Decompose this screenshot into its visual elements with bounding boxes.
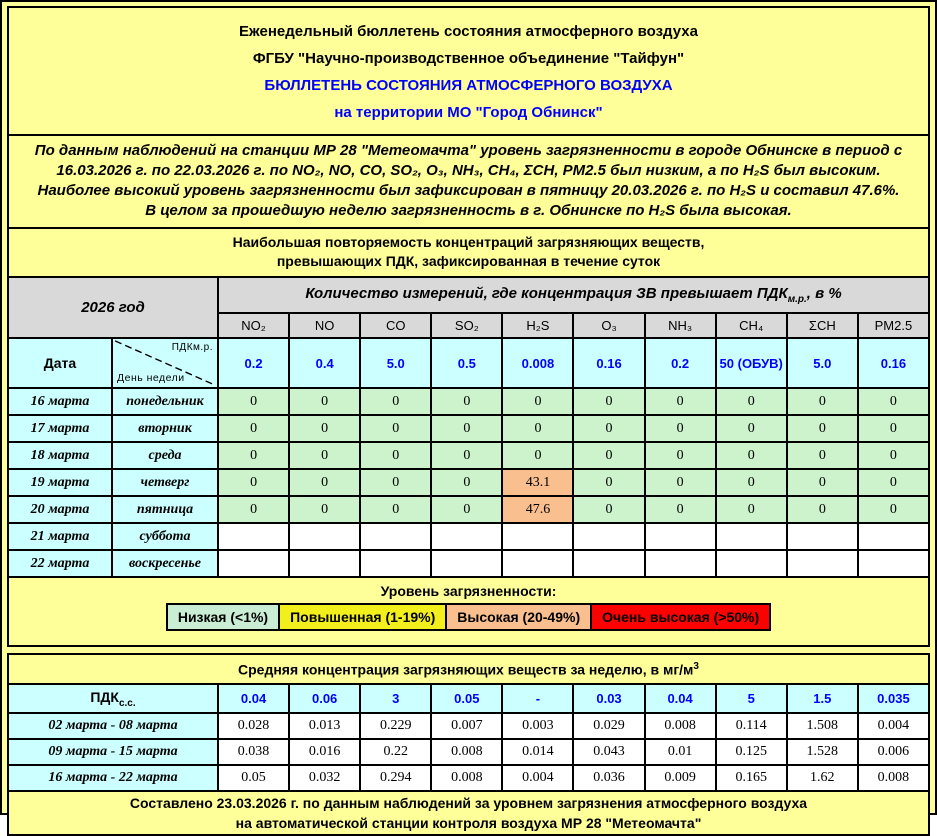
measurement-cell: 0 [645, 388, 716, 415]
pollutant-header: CO [360, 313, 431, 338]
pollutant-header: PM2.5 [858, 313, 929, 338]
summary-paragraph: По данным наблюдений на станции МР 28 "Метеомачта" уровень загрязненности в городе Обнинске в период с 16.03.2026 г. по 22.03.2026 г. по NO₂, NO, CO, SO₂, O₃, NH₃, CH₄, ΣCH, PM2.5 был низким, а по H₂S был высоким. Наиболее высокий уровень загрязненности был зафиксирован в пятницу 20.03.2026 г. по H₂S и составил 47.6%. [34, 142, 903, 199]
table-row [8, 469, 929, 496]
measurement-cell: 0 [218, 442, 289, 469]
measurement-cell-empty [645, 523, 716, 550]
measurements-title-main: Количество измерений, где концентрация ЗВ превышает ПДК [305, 285, 788, 302]
measurement-cell: 0 [573, 442, 644, 469]
measurement-cell-empty [289, 523, 360, 550]
pollutant-header: CH₄ [716, 313, 787, 338]
average-value-cell: 0.028 [218, 713, 289, 739]
table-row [8, 713, 929, 739]
average-value-cell: 0.05 [218, 765, 289, 791]
footer-note [8, 791, 929, 835]
pollutant-header: H₂S [502, 313, 573, 338]
pollutant-header: ΣCH [787, 313, 858, 338]
organization-name: ФГБУ "Научно-производственное объединение "Тайфун" [252, 50, 685, 67]
measurement-cell: 0 [787, 442, 858, 469]
measurement-cell-empty [431, 550, 502, 577]
pollutant-header: SO₂ [431, 313, 502, 338]
average-value-cell: 0.008 [431, 739, 502, 765]
average-value-cell: 0.294 [360, 765, 431, 791]
pdk-ss-value: 0.04 [218, 684, 289, 713]
pdk-mr-value: 0.008 [502, 338, 573, 388]
weekday-cell: суббота [112, 523, 218, 550]
average-value-cell: 1.508 [787, 713, 858, 739]
measurement-cell: 0 [289, 442, 360, 469]
average-value-cell: 0.125 [716, 739, 787, 765]
average-value-cell: 0.22 [360, 739, 431, 765]
table-row [8, 442, 929, 469]
period-cell: 02 марта - 08 марта [8, 713, 218, 739]
territory-title: на территории МО "Город Обнинск" [334, 104, 603, 121]
average-value-cell: 0.009 [645, 765, 716, 791]
legend-row [9, 603, 928, 631]
pdk-ss-value: 0.03 [573, 684, 644, 713]
measurement-cell: 0 [787, 388, 858, 415]
measurement-cell: 0 [645, 415, 716, 442]
average-table [7, 653, 930, 836]
average-table-title [8, 654, 929, 684]
measurement-cell: 0 [360, 469, 431, 496]
measurement-cell: 0 [218, 496, 289, 523]
measurement-cell-empty [573, 550, 644, 577]
weekday-cell: пятница [112, 496, 218, 523]
measurement-cell: 0 [645, 442, 716, 469]
measurement-cell: 0 [716, 469, 787, 496]
measurement-cell-empty [218, 523, 289, 550]
weekday-cell: вторник [112, 415, 218, 442]
average-value-cell: 0.016 [289, 739, 360, 765]
corner-weekday-label: День недели [117, 372, 185, 384]
footer-line2: на автоматической станции контроля воздуха МР 28 "Метеомачта" [235, 815, 702, 831]
weekday-cell: четверг [112, 469, 218, 496]
pdk-ss-row [8, 684, 929, 713]
pdk-ss-value: 0.04 [645, 684, 716, 713]
measurement-cell: 0 [858, 415, 929, 442]
weekday-cell: понедельник [112, 388, 218, 415]
pdk-ss-value: 0.05 [431, 684, 502, 713]
corner-pdk-label: ПДКм.р. [171, 342, 214, 353]
date-cell: 20 марта [8, 496, 112, 523]
measurement-cell-empty [502, 523, 573, 550]
measurement-cell-empty [218, 550, 289, 577]
measurement-cell: 0 [289, 415, 360, 442]
measurement-cell-empty [858, 523, 929, 550]
table-row [8, 388, 929, 415]
pdk-mr-row [8, 338, 929, 388]
table-row [8, 496, 929, 523]
measurement-cell: 0 [573, 415, 644, 442]
average-value-cell: 0.014 [502, 739, 573, 765]
pdk-mr-value: 0.16 [573, 338, 644, 388]
pdk-mr-value: 0.16 [858, 338, 929, 388]
average-value-cell: 0.008 [858, 765, 929, 791]
measurement-cell: 0 [858, 442, 929, 469]
measurement-cell: 0 [502, 415, 573, 442]
pdk-ss-label-sub: с.с. [118, 697, 136, 709]
average-value-cell: 1.62 [787, 765, 858, 791]
measurement-cell-empty [360, 523, 431, 550]
legend-item-high: Высокая (20-49%) [445, 603, 592, 631]
table-row [8, 523, 929, 550]
period-cell: 16 марта - 22 марта [8, 765, 218, 791]
period-cell: 09 марта - 15 марта [8, 739, 218, 765]
measurement-cell: 0 [716, 442, 787, 469]
measurement-cell: 0 [858, 469, 929, 496]
pdk-mr-value: 0.2 [218, 338, 289, 388]
header-block [7, 6, 930, 136]
date-cell: 17 марта [8, 415, 112, 442]
measurement-cell: 0 [218, 388, 289, 415]
date-cell: 16 марта [8, 388, 112, 415]
average-value-cell: 0.006 [858, 739, 929, 765]
measurement-cell: 0 [502, 442, 573, 469]
legend-block [7, 576, 930, 647]
measurement-cell: 0 [573, 496, 644, 523]
measurement-cell: 0 [360, 496, 431, 523]
measurement-cell: 0 [218, 415, 289, 442]
measurement-cell: 0 [431, 388, 502, 415]
measurement-cell-high: 47.6 [502, 496, 573, 523]
bulletin-main-title: БЮЛЛЕТЕНЬ СОСТОЯНИЯ АТМОСФЕРНОГО ВОЗДУХА [264, 77, 673, 94]
exceedance-subtitle-line1: Наибольшая повторяемость концентраций загрязняющих веществ, [232, 234, 705, 250]
average-value-cell: 0.032 [289, 765, 360, 791]
average-value-cell: 0.008 [431, 765, 502, 791]
measurement-cell-empty [360, 550, 431, 577]
footer-line1: Составлено 23.03.2026 г. по данным наблюдений за уровнем загрязнения атмосферного воздуха [129, 795, 808, 811]
average-value-cell: 0.043 [573, 739, 644, 765]
measurement-cell: 0 [573, 469, 644, 496]
measurement-cell: 0 [787, 469, 858, 496]
pollutant-header: NH₃ [645, 313, 716, 338]
pollutant-header: O₃ [573, 313, 644, 338]
pollutant-header: NO [289, 313, 360, 338]
date-cell: 22 марта [8, 550, 112, 577]
pdk-ss-value: - [502, 684, 573, 713]
diagonal-header-cell [112, 338, 218, 388]
measurement-cell-high: 43.1 [502, 469, 573, 496]
average-value-cell: 0.008 [645, 713, 716, 739]
summary-conclusion: В целом за прошедшую неделю загрязненность в г. Обнинске по H₂S была высокая. [145, 202, 792, 219]
measurement-cell: 0 [502, 388, 573, 415]
average-value-cell: 0.229 [360, 713, 431, 739]
measurement-cell-empty [858, 550, 929, 577]
average-value-cell: 0.01 [645, 739, 716, 765]
measurement-cell: 0 [787, 496, 858, 523]
average-title-sup: 3 [693, 660, 699, 672]
measurement-cell: 0 [573, 388, 644, 415]
average-value-cell: 0.007 [431, 713, 502, 739]
date-cell: 18 марта [8, 442, 112, 469]
table-row [8, 550, 929, 577]
measurement-cell: 0 [645, 469, 716, 496]
average-value-cell: 0.038 [218, 739, 289, 765]
measurement-cell: 0 [787, 415, 858, 442]
measurement-cell: 0 [289, 388, 360, 415]
exceedance-table [7, 276, 930, 578]
pdk-ss-value: 5 [716, 684, 787, 713]
pollutant-header: NO₂ [218, 313, 289, 338]
pdk-mr-value: 0.2 [645, 338, 716, 388]
date-header-cell: Дата [8, 338, 112, 388]
average-value-cell: 0.004 [502, 765, 573, 791]
measurements-title [218, 277, 929, 313]
measurement-cell-empty [289, 550, 360, 577]
table-row [8, 415, 929, 442]
measurement-cell-empty [716, 523, 787, 550]
average-title-main: Средняя концентрация загрязняющих веществ за неделю, в мг/м [238, 661, 694, 678]
measurement-cell: 0 [360, 388, 431, 415]
measurement-cell-empty [787, 550, 858, 577]
exceedance-subtitle-line2: превышающих ПДК, зафиксированная в течение суток [276, 253, 661, 269]
measurement-cell: 0 [645, 496, 716, 523]
average-value-cell: 0.029 [573, 713, 644, 739]
pdk-mr-value: 0.4 [289, 338, 360, 388]
measurement-cell-empty [502, 550, 573, 577]
measurements-title-sub: м.р. [787, 294, 807, 305]
average-value-cell: 1.528 [787, 739, 858, 765]
measurement-cell: 0 [716, 415, 787, 442]
legend-item-low: Низкая (<1%) [166, 603, 280, 631]
measurement-cell: 0 [431, 469, 502, 496]
exceedance-subtitle [7, 227, 930, 278]
year-cell: 2026 год [8, 277, 218, 338]
measurement-cell-empty [573, 523, 644, 550]
measurement-cell: 0 [431, 442, 502, 469]
measurement-cell: 0 [360, 415, 431, 442]
measurement-cell: 0 [289, 496, 360, 523]
pdk-mr-value: 50 (ОБУВ) [716, 338, 787, 388]
average-value-cell: 0.004 [858, 713, 929, 739]
pdk-ss-label-main: ПДК [90, 688, 119, 705]
average-value-cell: 0.013 [289, 713, 360, 739]
measurement-cell: 0 [431, 415, 502, 442]
measurement-cell-empty [716, 550, 787, 577]
measurement-cell: 0 [218, 469, 289, 496]
measurement-cell: 0 [858, 388, 929, 415]
legend-item-very-high: Очень высокая (>50%) [590, 603, 771, 631]
pdk-mr-value: 5.0 [360, 338, 431, 388]
legend-title: Уровень загрязненности: [380, 583, 557, 599]
pdk-ss-value: 1.5 [787, 684, 858, 713]
pdk-mr-value: 5.0 [787, 338, 858, 388]
measurement-cell: 0 [289, 469, 360, 496]
measurement-cell: 0 [858, 496, 929, 523]
pdk-ss-value: 3 [360, 684, 431, 713]
measurements-title-tail: , в % [806, 285, 842, 302]
weekday-cell: воскресенье [112, 550, 218, 577]
average-value-cell: 0.003 [502, 713, 573, 739]
date-cell: 21 марта [8, 523, 112, 550]
measurement-cell: 0 [716, 496, 787, 523]
measurement-cell: 0 [360, 442, 431, 469]
measurement-cell-empty [431, 523, 502, 550]
pdk-ss-value: 0.035 [858, 684, 929, 713]
measurement-cell-empty [645, 550, 716, 577]
pdk-ss-value: 0.06 [289, 684, 360, 713]
measurement-cell: 0 [716, 388, 787, 415]
average-value-cell: 0.165 [716, 765, 787, 791]
table-row [8, 739, 929, 765]
date-cell: 19 марта [8, 469, 112, 496]
bulletin-weekly-title: Еженедельный бюллетень состояния атмосферного воздуха [239, 23, 698, 40]
pdk-mr-value: 0.5 [431, 338, 502, 388]
table-row [8, 765, 929, 791]
weekday-cell: среда [112, 442, 218, 469]
measurement-cell: 0 [431, 496, 502, 523]
legend-item-elevated: Повышенная (1-19%) [278, 603, 447, 631]
summary-block [7, 134, 930, 229]
average-value-cell: 0.036 [573, 765, 644, 791]
pdk-ss-label [8, 684, 218, 713]
measurement-cell-empty [787, 523, 858, 550]
average-value-cell: 0.114 [716, 713, 787, 739]
